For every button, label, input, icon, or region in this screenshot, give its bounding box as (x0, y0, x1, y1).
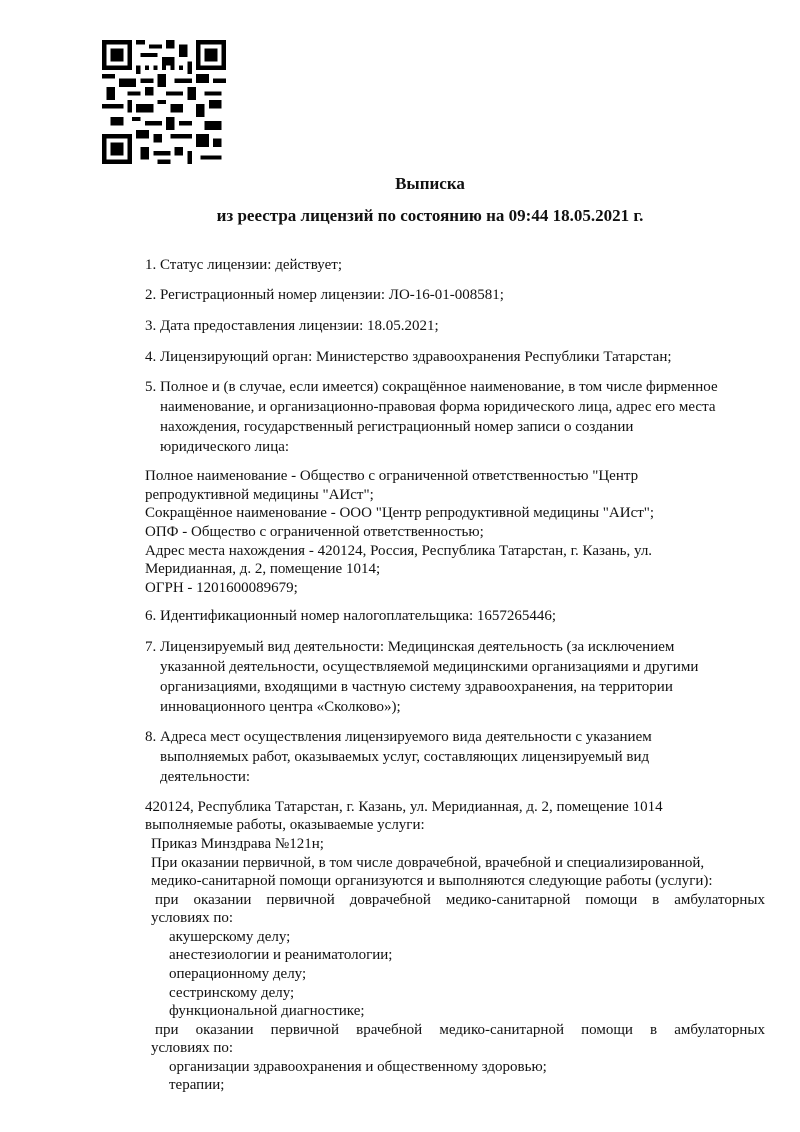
item-license-status: 1. Статус лицензии: действует; (145, 257, 342, 273)
document-title: Выписка (395, 174, 465, 193)
service-line: медико-санитарной помощи организуются и выполняются следующие работы (услуги): (151, 873, 713, 889)
org-line: репродуктивной медицины "АИст"; (145, 487, 374, 503)
item-5-line: наименование, и организационно-правовая форма юридического лица, адрес его места (160, 399, 716, 415)
item-5-line: 5. Полное и (в случае, если имеется) сокращённое наименование, в том числе фирменное (145, 379, 718, 395)
service-line: акушерскому делу; (169, 929, 291, 945)
qr-code (102, 40, 226, 164)
document-subtitle: из реестра лицензий по состоянию на 09:44 18.05.2021 г. (216, 206, 644, 225)
item-8-line: 8. Адреса мест осуществления лицензируемого вида деятельности с указанием (145, 729, 652, 745)
item-8-line: деятельности: (160, 769, 251, 785)
service-line: условиях по: (151, 910, 234, 926)
service-address: 420124, Республика Татарстан, г. Казань, ул. Меридианная, д. 2, помещение 1014 (145, 799, 663, 815)
org-line: Меридианная, д. 2, помещение 1014; (145, 561, 381, 577)
item-7-line: 7. Лицензируемый вид деятельности: Медицинская деятельность (за исключением (145, 639, 675, 655)
org-line: Полное наименование - Общество с ограниченной ответственностью "Центр (145, 468, 639, 484)
item-7-line: организациями, входящими в частную систему здравоохранения, на территории (160, 679, 673, 695)
service-line: условиях по: (151, 1040, 234, 1056)
service-line: сестринскому делу; (169, 985, 295, 1001)
service-line: функциональной диагностике; (169, 1003, 365, 1019)
service-line: при оказании первичной врачебной медико-санитарной помощи в амбулаторных (155, 1022, 765, 1038)
item-7-line: указанной деятельности, осуществляемой медицинскими организациями и другими (160, 659, 699, 675)
item-8-line: выполняемых работ, оказываемых услуг, составляющих лицензируемый вид (160, 749, 650, 765)
service-line: организации здравоохранения и общественному здоровью; (169, 1059, 547, 1075)
org-line: Сокращённое наименование - ООО "Центр репродуктивной медицины "АИст"; (145, 505, 655, 521)
item-registration-number: 2. Регистрационный номер лицензии: ЛО-16-01-008581; (145, 287, 504, 303)
item-7-line: инновационного центра «Сколково»); (160, 699, 401, 715)
item-license-date: 3. Дата предоставления лицензии: 18.05.2021; (145, 318, 439, 334)
service-line: При оказании первичной, в том числе доврачебной, врачебной и специализированной, (151, 855, 705, 871)
item-5-line: юридического лица: (160, 439, 290, 455)
item-5-line: нахождения, государственный регистрационный номер записи о создании (160, 419, 634, 435)
org-line: ОПФ - Общество с ограниченной ответственностью; (145, 524, 484, 540)
service-line: терапии; (169, 1077, 225, 1093)
org-line: Адрес места нахождения - 420124, Россия, Республика Татарстан, г. Казань, ул. (145, 543, 653, 559)
service-line: выполняемые работы, оказываемые услуги: (145, 817, 425, 833)
item-inn: 6. Идентификационный номер налогоплательщика: 1657265446; (145, 608, 557, 624)
org-line: ОГРН - 1201600089679; (145, 580, 298, 596)
service-line: операционному делу; (169, 966, 307, 982)
item-licensing-authority: 4. Лицензирующий орган: Министерство здравоохранения Республики Татарстан; (145, 349, 672, 365)
service-line: анестезиологии и реаниматологии; (169, 947, 393, 963)
service-line: Приказ Минздрава №121н; (151, 836, 324, 852)
service-line: при оказании первичной доврачебной медико-санитарной помощи в амбулаторных (155, 892, 765, 908)
